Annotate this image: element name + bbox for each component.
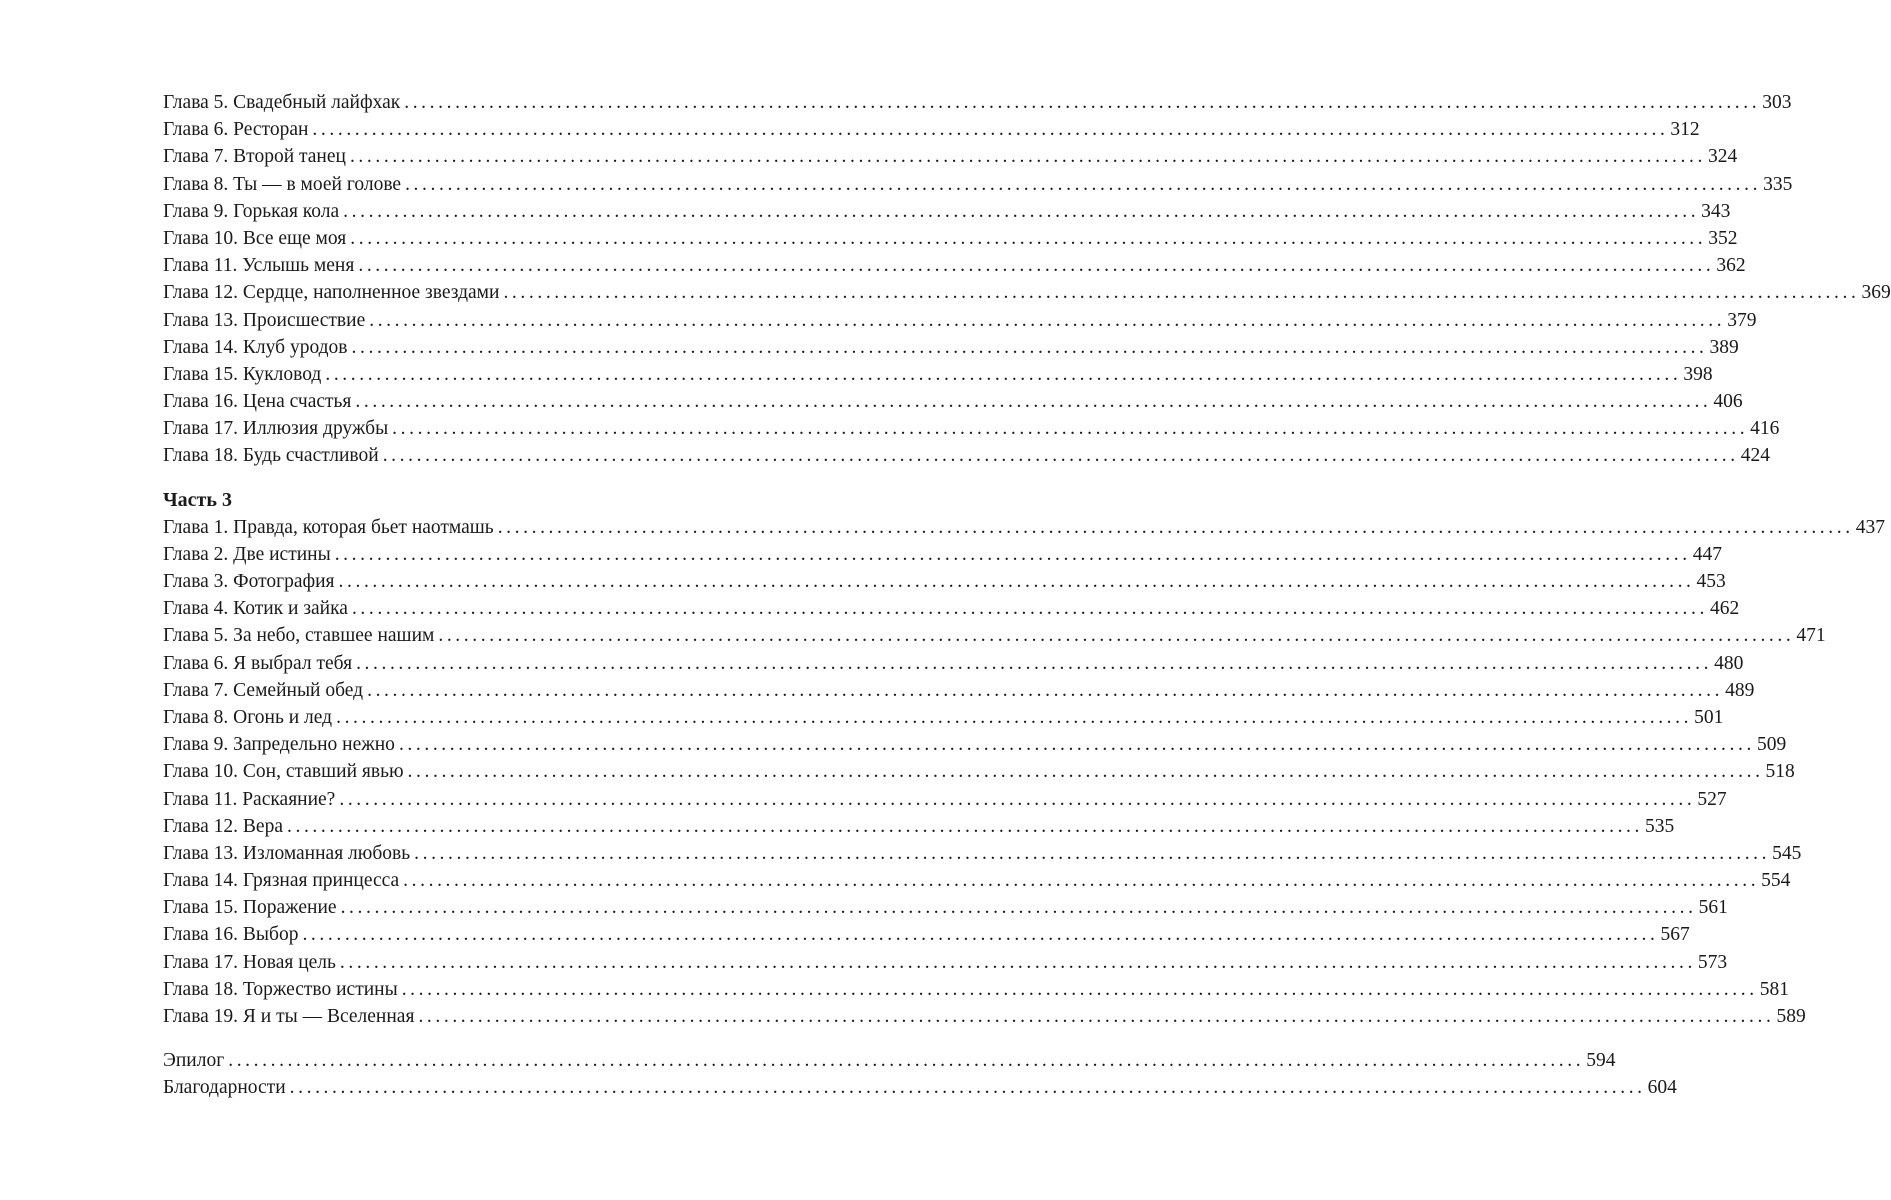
toc-entry: [163, 867, 1791, 894]
dot-leader: ................................................................................................................................................................: [369, 309, 1726, 331]
dot-leader: ................................................................................................................................................................: [392, 418, 1749, 440]
toc-entry-title: Глава 3. Фотография: [163, 571, 335, 592]
dot-leader: ................................................................................................................................................................: [418, 1006, 1775, 1027]
toc-entry: [163, 89, 1792, 116]
dot-leader: ................................................................................................................................................................: [336, 706, 1693, 728]
dot-leader: ................................................................................................................................................................: [287, 815, 1643, 837]
toc-entry: [163, 894, 1728, 921]
toc-entry-title: Глава 2. Две истины: [163, 543, 331, 565]
toc-entry-page-number: 343: [1701, 200, 1731, 222]
toc-entry-title: Глава 7. Семейный обед: [163, 679, 364, 701]
toc-entry-title: Глава 7. Второй танец: [163, 146, 346, 168]
toc-entry-title: Глава 13. Изломанная любовь: [163, 842, 411, 864]
toc-entry-title: Глава 19. Я и ты — Вселенная: [163, 1006, 415, 1027]
toc-entry-title: Глава 16. Выбор: [163, 924, 299, 946]
toc-entry-page-number: 535: [1645, 815, 1675, 837]
toc-entry-title: Глава 14. Клуб уродов: [163, 336, 348, 358]
toc-entry: [163, 976, 1789, 1003]
toc-entry-page-number: 501: [1694, 706, 1724, 728]
toc-entry-page-number: 509: [1756, 734, 1787, 756]
toc-entry: [163, 595, 1740, 622]
dot-leader: ................................................................................................................................................................: [398, 734, 1755, 756]
toc-entry-title: Глава 5. За небо, ставшее нашим: [163, 625, 435, 647]
dot-leader: ................................................................................................................................................................: [325, 363, 1682, 385]
toc-entry: [163, 650, 1744, 677]
toc-entry-title: Глава 12. Вера: [163, 815, 283, 837]
table-of-contents: [163, 89, 1891, 1102]
toc-entry: [163, 677, 1755, 704]
toc-entry-title: Глава 11. Раскаяние?: [163, 788, 336, 810]
dot-leader: ................................................................................................................................................................: [340, 897, 1697, 919]
toc-entry: [163, 840, 1802, 867]
dot-leader: ................................................................................................................................................................: [358, 255, 1715, 277]
toc-entry-title: Глава 16. Цена счастья: [163, 391, 352, 413]
section-spacer: [163, 1030, 737, 1047]
toc-entry-title: Глава 10. Сон, ставший явью: [163, 761, 404, 783]
toc-entry-page-number: 545: [1772, 842, 1802, 864]
toc-entry-page-number: 324: [1707, 146, 1738, 168]
toc-entry-page-number: 589: [1776, 1006, 1806, 1027]
toc-entry: [163, 1074, 1677, 1101]
toc-entry-page-number: 604: [1647, 1077, 1677, 1099]
dot-leader: ................................................................................................................................................................: [438, 625, 1795, 647]
dot-leader: ................................................................................................................................................................: [407, 761, 1764, 783]
toc-entry: [163, 1003, 1806, 1030]
toc-entry-page-number: 471: [1796, 625, 1826, 647]
dot-leader: ................................................................................................................................................................: [404, 92, 1761, 113]
dot-leader: ................................................................................................................................................................: [351, 598, 1708, 620]
toc-entry: [163, 786, 1727, 813]
toc-entry: [163, 388, 1743, 415]
toc-entry: [163, 921, 1690, 948]
toc-entry: [163, 334, 1739, 361]
toc-entry: [163, 252, 1746, 279]
toc-entry: [163, 731, 1787, 758]
toc-entry-title: Благодарности: [163, 1077, 286, 1099]
part-heading: Часть 3: [163, 488, 232, 511]
toc-entry-title: Глава 18. Будь счастливой: [163, 445, 379, 467]
toc-entry-page-number: 527: [1697, 788, 1727, 810]
toc-entry: [163, 116, 1700, 143]
toc-entry: [163, 704, 1724, 731]
toc-entry-page-number: 554: [1761, 870, 1791, 892]
dot-leader: ................................................................................................................................................................: [312, 119, 1669, 141]
toc-entry-page-number: 453: [1696, 571, 1726, 592]
toc-entry-page-number: 379: [1727, 309, 1757, 331]
toc-entry-page-number: 462: [1709, 598, 1740, 620]
dot-leader: ................................................................................................................................................................: [334, 543, 1691, 565]
toc-entry-title: Глава 8. Огонь и лед: [163, 706, 333, 728]
toc-section-part2-continued: [163, 89, 1891, 470]
toc-entry: [163, 813, 1675, 840]
dot-leader: ................................................................................................................................................................: [382, 445, 1739, 467]
toc-entry-page-number: 561: [1698, 897, 1728, 919]
toc-entry-title: Глава 15. Кукловод: [163, 363, 322, 385]
toc-entry-title: Глава 1. Правда, которая бьет наотмашь: [163, 516, 494, 538]
toc-entry-title: Эпилог: [163, 1050, 225, 1072]
toc-entry-page-number: 573: [1697, 951, 1728, 973]
toc-entry-title: Глава 17. Новая цель: [163, 951, 336, 973]
toc-entry: [163, 415, 1780, 442]
dot-leader: ................................................................................................................................................................: [349, 146, 1706, 168]
toc-entry-title: Глава 14. Грязная принцесса: [163, 870, 400, 892]
toc-entry: [163, 568, 1726, 595]
toc-entry-page-number: 567: [1660, 924, 1690, 946]
toc-section-part3: [163, 514, 1885, 1031]
toc-entry-page-number: 447: [1692, 543, 1722, 565]
dot-leader: ................................................................................................................................................................: [338, 571, 1695, 592]
dot-leader: ................................................................................................................................................................: [503, 282, 1860, 304]
dot-leader: ................................................................................................................................................................: [289, 1077, 1646, 1099]
toc-entry-title: Глава 12. Сердце, наполненное звездами: [163, 282, 500, 304]
toc-entry-page-number: 489: [1725, 679, 1755, 701]
toc-entry-page-number: 416: [1750, 418, 1780, 440]
dot-leader: ................................................................................................................................................................: [497, 516, 1854, 538]
dot-leader: ................................................................................................................................................................: [356, 652, 1713, 674]
toc-entry-page-number: 303: [1762, 92, 1792, 113]
toc-entry-page-number: 581: [1759, 978, 1789, 1000]
toc-entry: [163, 198, 1731, 225]
toc-entry-title: Глава 6. Ресторан: [163, 119, 309, 141]
toc-entry-page-number: 389: [1709, 336, 1739, 358]
dot-leader: ................................................................................................................................................................: [339, 951, 1696, 973]
dot-leader: ................................................................................................................................................................: [401, 978, 1758, 1000]
toc-entry-page-number: 398: [1683, 363, 1713, 385]
toc-entry-title: Глава 9. Горькая кола: [163, 200, 340, 222]
toc-entry-page-number: 312: [1670, 119, 1700, 141]
toc-entry-title: Глава 6. Я выбрал тебя: [163, 652, 353, 674]
toc-entry-page-number: 424: [1740, 445, 1770, 467]
toc-entry-title: Глава 18. Торжество истины: [163, 978, 398, 1000]
toc-entry: [163, 442, 1770, 469]
toc-entry-page-number: 369: [1861, 282, 1891, 304]
toc-entry-title: Глава 4. Котик и зайка: [163, 598, 348, 620]
toc-entry: [163, 514, 1885, 541]
toc-entry-title: Глава 13. Происшествие: [163, 309, 366, 331]
dot-leader: ................................................................................................................................................................: [355, 391, 1712, 413]
dot-leader: ................................................................................................................................................................: [405, 173, 1762, 195]
dot-leader: ................................................................................................................................................................: [302, 924, 1659, 946]
toc-entry: [163, 279, 1891, 306]
dot-leader: ................................................................................................................................................................: [350, 227, 1707, 249]
toc-entry-page-number: 362: [1716, 255, 1746, 277]
toc-entry: [163, 171, 1793, 198]
dot-leader: ................................................................................................................................................................: [403, 870, 1760, 892]
toc-entry: [163, 361, 1713, 388]
toc-entry: [163, 622, 1826, 649]
toc-entry: [163, 143, 1738, 170]
toc-entry: [163, 307, 1757, 334]
toc-entry: [163, 541, 1722, 568]
dot-leader: ................................................................................................................................................................: [228, 1050, 1585, 1072]
toc-entry-page-number: 335: [1763, 173, 1793, 195]
toc-section-backmatter: [163, 1047, 1677, 1101]
toc-entry-page-number: 518: [1765, 761, 1795, 783]
toc-entry-title: Глава 15. Поражение: [163, 897, 337, 919]
dot-leader: ................................................................................................................................................................: [343, 200, 1700, 222]
toc-entry-title: Глава 11. Услышь меня: [163, 255, 355, 277]
toc-entry-title: Глава 8. Ты — в моей голове: [163, 173, 402, 195]
toc-entry: [163, 949, 1728, 976]
toc-entry-title: Глава 10. Все еще моя: [163, 227, 347, 249]
toc-entry-title: Глава 5. Свадебный лайфхак: [163, 92, 401, 113]
dot-leader: ................................................................................................................................................................: [351, 336, 1708, 358]
toc-entry-page-number: 437: [1855, 516, 1885, 538]
toc-entry-page-number: 406: [1713, 391, 1743, 413]
toc-entry-title: Глава 17. Иллюзия дружбы: [163, 418, 389, 440]
dot-leader: ................................................................................................................................................................: [414, 842, 1771, 864]
toc-entry: [163, 1047, 1616, 1074]
toc-entry: [163, 758, 1795, 785]
dot-leader: ................................................................................................................................................................: [367, 679, 1724, 701]
toc-entry-page-number: 352: [1708, 227, 1738, 249]
toc-entry-page-number: 594: [1586, 1050, 1616, 1072]
toc-entry-title: Глава 9. Запредельно нежно: [163, 734, 395, 756]
toc-entry: [163, 225, 1738, 252]
toc-entry-page-number: 480: [1714, 652, 1744, 674]
dot-leader: ................................................................................................................................................................: [339, 788, 1696, 810]
